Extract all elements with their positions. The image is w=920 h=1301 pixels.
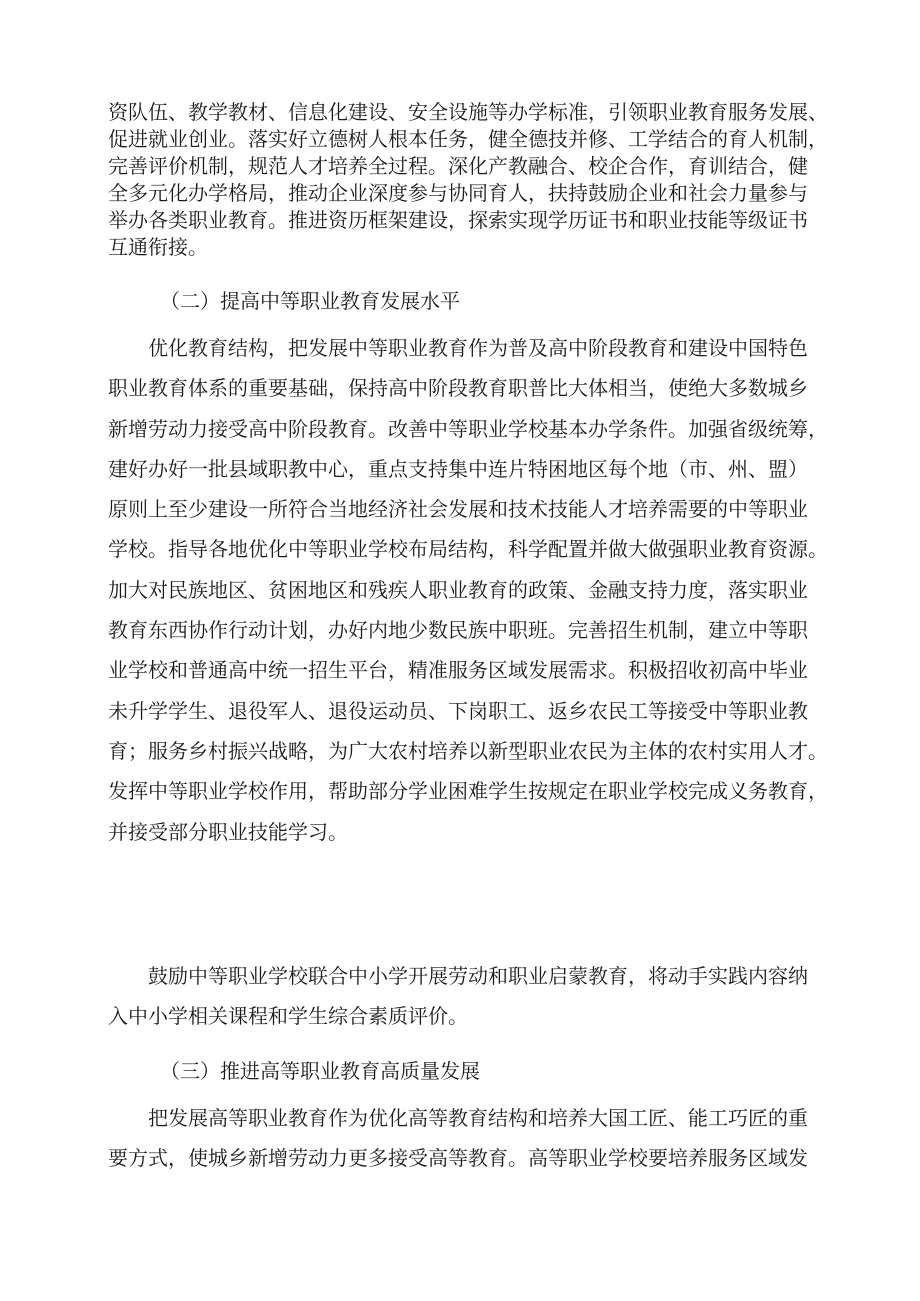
text-line: 要方式，使城乡新增劳动力更多接受高等教育。高等职业学校要培养服务区域发 — [108, 1146, 808, 1171]
section-2-paragraph-2 — [108, 956, 828, 1037]
text-line: 举办各类职业教育。推进资历框架建设，探索实现学历证书和职业技能等级证书 — [108, 208, 808, 232]
text-line: 并接受部分职业技能学习。 — [108, 819, 348, 844]
text-line: 未升学学生、退役军人、退役运动员、下岗职工、返乡农民工等接受中等职业教 — [108, 698, 808, 723]
text-line: 业学校和普通高中统一招生平台，精准服务区域发展需求。积极招收初高中毕业 — [108, 658, 808, 683]
text-line: 鼓励中等职业学校联合中小学开展劳动和职业启蒙教育，将动手实践内容纳 — [148, 964, 808, 988]
text-line: 把发展高等职业教育作为优化高等教育结构和培养大国工匠、能工巧匠的重 — [148, 1106, 808, 1130]
text-line: 新增劳动力接受高中阶段教育。改善中等职业学校基本办学条件。加强省级统筹， — [108, 416, 828, 441]
text-line: 全多元化办学格局，推动企业深度参与协同育人，扶持鼓励企业和社会力量参与 — [108, 181, 808, 205]
text-line: 加大对民族地区、贫困地区和残疾人职业教育的政策、金融支持力度，落实职业 — [108, 577, 808, 602]
text-line: 原则上至少建设一所符合当地经济社会发展和技术技能人才培养需要的中等职业 — [108, 497, 808, 522]
text-line: 育；服务乡村振兴战略，为广大农村培养以新型职业农民为主体的农村实用人才。 — [108, 738, 828, 763]
text-line: 资队伍、教学教材、信息化建设、安全设施等办学标准，引领职业教育服务发展、 — [108, 100, 828, 124]
text-line: 职业教育体系的重要基础，保持高中阶段教育职普比大体相当，使绝大多数城乡 — [108, 376, 808, 401]
text-line: 优化教育结构，把发展中等职业教育作为普及高中阶段教育和建设中国特色 — [148, 336, 808, 360]
text-line: 促进就业创业。落实好立德树人根本任务，健全德技并修、工学结合的育人机制， — [108, 127, 828, 151]
text-line: 发挥中等职业学校作用，帮助部分学业困难学生按规定在职业学校完成义务教育， — [108, 779, 828, 804]
continued-paragraph — [108, 99, 828, 261]
text-line: 入中小学相关课程和学生综合素质评价。 — [108, 1004, 468, 1029]
text-line: 教育东西协作行动计划，办好内地少数民族中职班。完善招生机制，建立中等职 — [108, 618, 808, 643]
text-line: 建好办好一批县域职教中心，重点支持集中连片特困地区每个地（市、州、盟） — [108, 456, 808, 481]
text-line: 完善评价机制，规范人才培养全过程。深化产教融合、校企合作，育训结合，健 — [108, 154, 808, 178]
section-heading-3: （三）推进高等职业教育高质量发展 — [160, 1059, 480, 1083]
text-line: 学校。指导各地优化中等职业学校布局结构，科学配置并做大做强职业教育资源。 — [108, 537, 828, 562]
section-2-paragraph-1 — [108, 328, 828, 852]
section-heading-2: （二）提高中等职业教育发展水平 — [160, 289, 460, 313]
section-3-paragraph-1 — [108, 1098, 828, 1179]
text-line: 互通衔接。 — [108, 235, 208, 259]
